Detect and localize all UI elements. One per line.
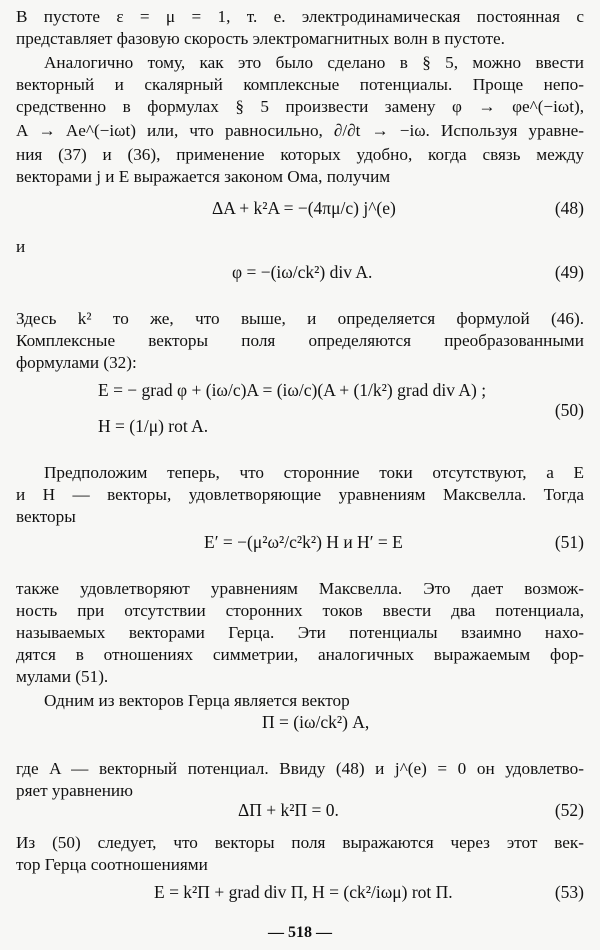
- equation-number: (50): [554, 400, 584, 420]
- equation-49: [16, 262, 584, 292]
- text-line: называемых векторами Герца. Эти потенциалы взаимно нахо-: [16, 623, 584, 642]
- text-line: тор Герца соотношениями: [16, 855, 208, 874]
- page-number: — 518 —: [268, 924, 332, 941]
- text-line: мулами (51).: [16, 667, 109, 686]
- text-line: векторами j и E выражается законом Ома, получим: [16, 167, 391, 186]
- equation-49-formula: φ = −(iω/ck²) div A.: [232, 262, 373, 282]
- text-line: ность при отсутствии сторонних токов ввести два потенциала,: [16, 601, 584, 620]
- text-line: В пустоте ε = μ = 1, т. е. электродинамическая постоянная c: [16, 7, 584, 26]
- hertz-vector-formula: Π = (iω/ck²) A,: [262, 712, 370, 732]
- equation-number: (52): [554, 800, 584, 820]
- equation-48-formula: ΔA + k²A = −(4πμ/c) j^(e): [212, 198, 396, 218]
- text-line: средственно в формулах § 5 произвести замену φ → φe^(−iωt),: [16, 97, 584, 116]
- text-line: Одним из векторов Герца является вектор: [44, 691, 350, 710]
- text-line: Из (50) следует, что векторы поля выражаются через этот век-: [16, 833, 584, 852]
- text-line: формулами (32):: [16, 353, 137, 372]
- text-line: Аналогично тому, как это было сделано в § 5, можно ввести: [44, 53, 584, 72]
- text-line: Здесь k² то же, что выше, и определяется формулой (46).: [16, 309, 584, 328]
- text-line: где A — векторный потенциал. Ввиду (48) и j^(e) = 0 он удовлетво-: [16, 759, 584, 778]
- text-line: Предположим теперь, что сторонние токи отсутствуют, а E: [44, 463, 584, 482]
- equation-50b-formula: H = (1/μ) rot A.: [98, 416, 209, 436]
- equation-number: (51): [554, 532, 584, 552]
- text-line: и H — векторы, удовлетворяющие уравнениям Максвелла. Тогда: [16, 485, 584, 504]
- text-line: векторный и скалярный комплексные потенциалы. Проще непо-: [16, 75, 584, 94]
- equation-52-formula: ΔΠ + k²Π = 0.: [238, 800, 339, 820]
- text-line: представляет фазовую скорость электромагнитных волн в пустоте.: [16, 29, 505, 48]
- equation-50b: [16, 416, 584, 446]
- text-line: ния (37) и (36), применение которых удобно, когда связь между: [16, 145, 584, 164]
- equation-number: (49): [554, 262, 584, 282]
- text-line: векторы: [16, 507, 76, 526]
- equation-50a-formula: E = − grad φ + (iω/c)A = (iω/c)(A + (1/k²) grad div A) ;: [98, 380, 487, 400]
- text-line: также удовлетворяют уравнениям Максвелла. Это дает возмож-: [16, 579, 584, 598]
- hertz-vector-equation: [16, 712, 584, 742]
- text-line: дятся в отношениях симметрии, аналогичных выражаемым фор-: [16, 645, 584, 664]
- text-line: ряет уравнению: [16, 781, 133, 800]
- text-line: Комплексные векторы поля определяются преобразованными: [16, 331, 584, 350]
- equation-number: (48): [554, 198, 584, 218]
- equation-number: (53): [554, 882, 584, 902]
- equation-48: [16, 198, 584, 228]
- equation-51-formula: E′ = −(μ²ω²/c²k²) H и H′ = E: [204, 532, 403, 552]
- equation-51: [16, 532, 584, 562]
- equation-50: [16, 380, 584, 420]
- text-line: A → Ae^(−iωt) или, что равносильно, ∂/∂t → −iω. Используя уравне-: [16, 121, 584, 140]
- equation-53-formula: E = k²Π + grad div Π, H = (ck²/iωμ) rot Π.: [154, 882, 453, 902]
- equation-53: [16, 882, 584, 912]
- text-line: и: [16, 237, 26, 256]
- equation-52: [16, 800, 584, 830]
